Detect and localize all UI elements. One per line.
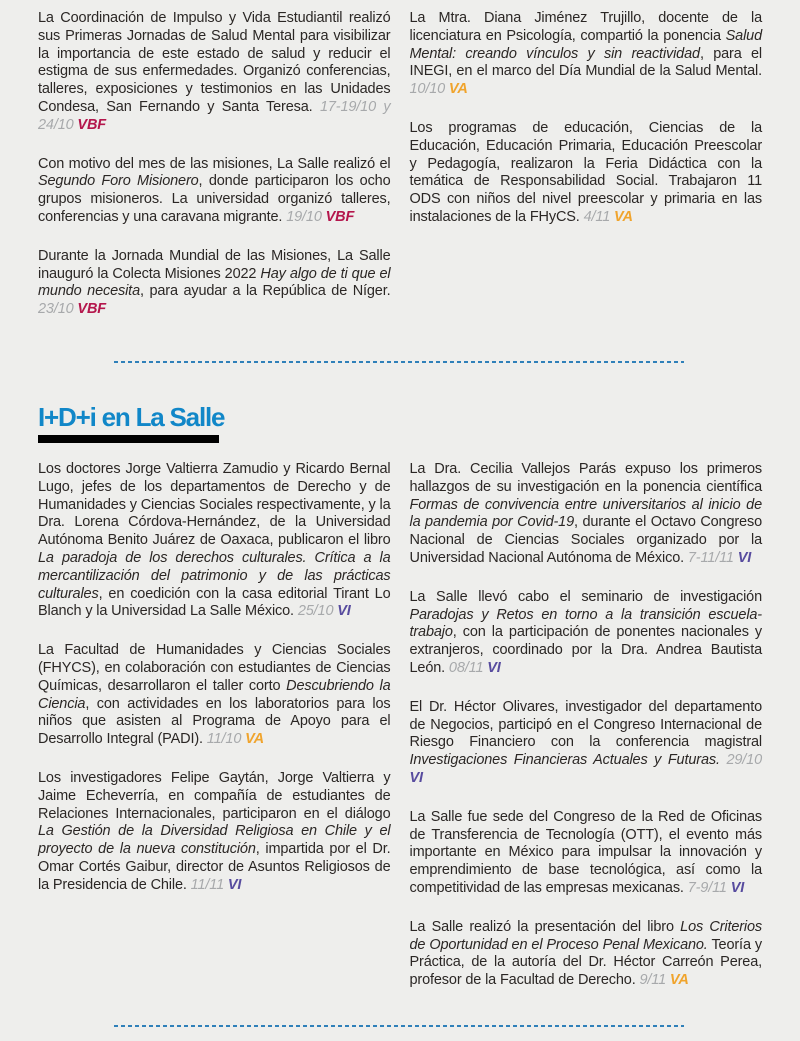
news-item [38, 461, 391, 621]
author-initials: VI [227, 876, 242, 893]
news-item [410, 919, 763, 990]
news-date: 10/10 [409, 81, 449, 98]
section-underline-bar [38, 435, 219, 443]
news-title-italic: Paradojas y Retos en torno a la transición escuela-trabajo [409, 606, 762, 641]
news-text: La Coordinación de Impulso y Vida Estudiantil realizó sus Primeras Jornadas de Salud Mental para visibilizar la importancia de este estado de salud y reducir el estigma de sus enfermedades. Organizó conferencias, talleres, exposiciones y testimonios en las Unidades Condesa, San Fernando y Santa Teresa. [38, 10, 391, 115]
news-text: , donde participaron los ocho grupos misioneros. La universidad organizó talleres, conferencias y una caravana migrante. [38, 173, 391, 225]
idi-section [38, 461, 762, 1011]
news-item [410, 699, 763, 788]
news-text: , impartida por el Dr. Omar Cortés Gaibur, director de Asuntos Religiosos de la Presidencia de Chile. [38, 841, 391, 893]
news-item [38, 10, 391, 135]
news-title-italic: Investigaciones Financieras Actuales y Futuras. [409, 752, 720, 769]
top-right-column [410, 10, 763, 340]
news-date: 9/11 [639, 972, 670, 989]
news-item [410, 120, 763, 227]
news-text: Durante la Jornada Mundial de las Misiones, La Salle inauguró la Colecta Misiones 2022 [38, 247, 391, 282]
news-text: , para el INEGI, en el marco del Día Mundial de la Salud Mental. [409, 45, 762, 80]
news-date: 08/11 [448, 659, 488, 676]
news-date: 7-9/11 [687, 879, 731, 896]
news-text: La Dra. Cecilia Vallejos Parás expuso los primeros hallazgos de su investigación en la ponencia científica [409, 461, 762, 495]
author-initials: VBF [77, 301, 106, 318]
news-text: , con la participación de ponentes nacionales y extranjeros, coordinado por la Dra. Andrea Bautista León. [409, 624, 762, 676]
news-date: 29/10 [726, 752, 762, 769]
author-initials: VA [448, 81, 468, 98]
news-item [410, 10, 763, 99]
news-date: 11/10 [206, 731, 246, 748]
news-title-italic: Descubriendo la Ciencia [38, 677, 391, 712]
news-item [38, 156, 391, 227]
news-text: Los investigadores Felipe Gaytán, Jorge Valtierra y Jaime Echeverría, en compañía de estudiantes de Relaciones Internacionales, participaron en el diálogo [38, 769, 391, 822]
author-initials: VI [730, 879, 745, 896]
news-text: , con actividades en los laboratorios para los niños que asisten al Programa de Apoyo para el Desarrollo Integral (PADI). [38, 695, 391, 748]
top-section [38, 10, 762, 340]
news-item [38, 770, 391, 895]
author-initials: VI [337, 603, 351, 620]
news-text: La Salle realizó la presentación del libro [409, 918, 681, 935]
top-left-column [38, 10, 391, 340]
news-date: 19/10 [286, 208, 326, 225]
news-text: Con motivo del mes de las misiones, La Salle realizó el [38, 155, 391, 172]
news-item [410, 809, 763, 898]
idi-left-column [38, 461, 391, 1011]
news-date: 4/11 [583, 208, 614, 225]
idi-right-column [410, 461, 763, 1011]
news-title-italic: La paradoja de los derechos culturales. Crítica a la mercantilización del patrimonio y de las prácticas culturales [38, 549, 391, 602]
news-title-italic: Formas de convivencia entre universitarios al inicio de la pandemia por Covid-19 [409, 496, 762, 531]
author-initials: VI [409, 769, 423, 786]
dashed-divider-bottom [114, 1025, 684, 1027]
news-text: La Salle llevó cabo el seminario de investigación [409, 588, 762, 605]
news-text: La Salle fue sede del Congreso de la Red de Oficinas de Transferencia de Tecnología (OTT), el evento más importante en México para impulsar la innovación y emprendimiento de base tecnológica, así como la competitividad de las empresas mexicanas. [409, 808, 762, 896]
news-date: 17-19/10 y 24/10 [38, 98, 391, 133]
news-title-italic: Salud Mental: creando vínculos y sin reactividad [409, 27, 762, 62]
news-text: Los programas de educación, Ciencias de la Educación, Educación Primaria, Educación Preescolar y Pedagogía, realizaron la Feria Didáctica con la temática de Responsabilidad Social. Trabajaron 11 ODS con niños del nivel preescolar y primaria en las instalaciones de la FHyCS. [409, 119, 762, 225]
author-initials: VI [737, 549, 752, 566]
news-text: Los doctores Jorge Valtierra Zamudio y Ricardo Bernal Lugo, jefes de los departamentos de Derecho y de Humanidades y Ciencias Sociales respectivamente, y la Dra. Lorena Córdova-Hernández, de la Universidad Autónoma Benito Juárez de Oaxaca, publicaron el libro [38, 461, 391, 549]
author-initials: VBF [325, 208, 355, 225]
news-date: 7-11/11 [687, 549, 738, 566]
news-title-italic: Segundo Foro Misionero [38, 173, 199, 190]
author-initials: VBF [77, 116, 106, 133]
section-title: I+D+i en La Salle [38, 402, 225, 432]
author-initials: VA [669, 972, 689, 989]
news-title-italic: Hay algo de ti que el mundo necesita [38, 265, 391, 300]
dashed-divider-top [114, 361, 684, 363]
news-text: La Facultad de Humanidades y Ciencias Sociales (FHYCS), en colaboración con estudiantes de Ciencias Químicas, desarrollaron el taller corto [38, 642, 391, 694]
news-item [38, 642, 391, 749]
news-text: Teoría y Práctica, de la autoría del Dr. Héctor Carreón Perea, profesor de la Facultad de Derecho. [409, 936, 762, 989]
news-date: 23/10 [38, 301, 78, 318]
news-text: , durante el Octavo Congreso Nacional de Ciencias Sociales organizado por la Universidad Nacional Autónoma de México. [409, 514, 762, 566]
author-initials: VA [614, 208, 633, 225]
news-text: La Mtra. Diana Jiménez Trujillo, docente de la licenciatura en Psicología, compartió la ponencia [409, 10, 762, 44]
news-item [410, 589, 763, 678]
news-item [38, 248, 391, 319]
news-text: El Dr. Héctor Olivares, investigador del departamento de Negocios, participó en el Congreso Internacional de Riesgo Financiero con la conferencia magistral [409, 698, 762, 751]
news-item [410, 461, 763, 568]
section-header [38, 402, 224, 443]
news-title-italic: Los Criterios de Oportunidad en el Proceso Penal Mexicano. [409, 918, 763, 953]
news-date: 25/10 [297, 603, 338, 620]
news-date: 11/11 [190, 876, 228, 893]
news-text: , para ayudar a la República de Níger. [139, 283, 391, 300]
author-initials: VA [245, 731, 264, 748]
news-title-italic: La Gestión de la Diversidad Religiosa en Chile y el proyecto de la nueva constitución [38, 823, 391, 858]
author-initials: VI [487, 659, 501, 676]
news-text: , en coedición con la casa editorial Tirant Lo Blanch y la Universidad La Salle México. [38, 585, 391, 620]
